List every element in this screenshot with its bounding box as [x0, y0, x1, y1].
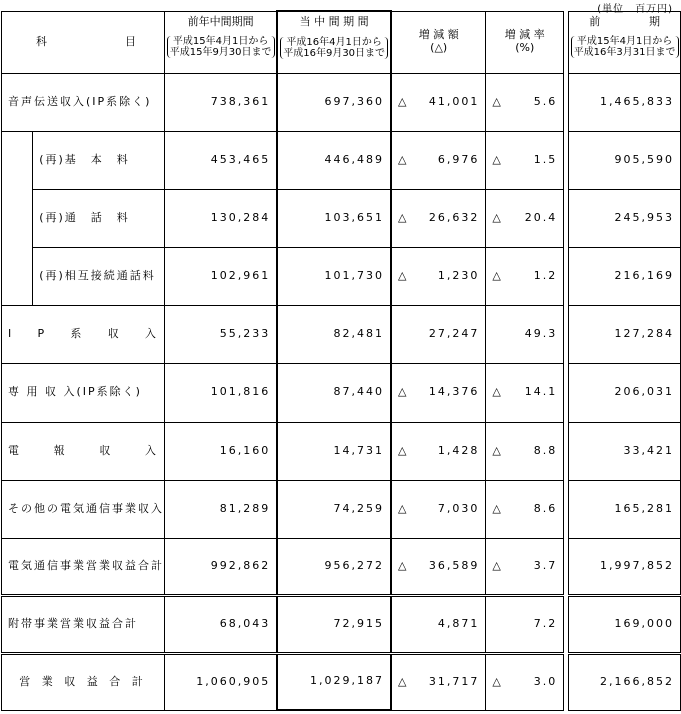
prev-year-value: 127,284	[569, 305, 681, 363]
rate-amount: 8.8	[533, 443, 558, 457]
curr-interim-value: 101,730	[277, 247, 391, 305]
prev-year-value: 245,953	[569, 189, 681, 247]
change-sign: △	[398, 210, 409, 224]
prev-interim-value: 55,233	[165, 305, 278, 363]
rate-value	[486, 305, 564, 363]
change-amount: 1,230	[437, 268, 480, 282]
rate-value	[486, 653, 564, 710]
table-row	[2, 305, 681, 363]
prev-year-value: 33,421	[569, 422, 681, 480]
row-label: 営 業 収 益 合 計	[2, 653, 165, 710]
table-row	[2, 595, 681, 653]
change-amount: 6,976	[437, 152, 480, 166]
prev-year-value: 905,590	[569, 131, 681, 189]
rate-sign: △	[492, 94, 503, 108]
prev-interim-period-end: 平成15年9月30日まで	[169, 47, 272, 59]
prev-interim-title: 前年中間期間	[187, 14, 254, 28]
change-value	[391, 480, 486, 538]
rate-amount: 3.0	[533, 674, 558, 688]
change-amount: 26,632	[428, 210, 480, 224]
change-value	[391, 653, 486, 710]
indent-cell	[2, 189, 33, 247]
prev-year-value: 169,000	[569, 595, 681, 653]
rate-amount: 3.7	[533, 558, 558, 572]
rate-value	[486, 480, 564, 538]
prev-interim-period	[167, 36, 275, 58]
rate-amount: 1.2	[533, 268, 558, 282]
row-label-part: 収	[99, 443, 113, 457]
prev-interim-value: 738,361	[165, 73, 278, 131]
subject-header	[2, 11, 165, 73]
change-amount: 31,717	[428, 674, 480, 688]
row-label-part: 入	[144, 443, 158, 457]
curr-interim-title: 当 中 間 期 間	[299, 15, 369, 28]
rate-value	[486, 189, 564, 247]
prev-interim-header	[165, 11, 278, 73]
row-label	[2, 422, 165, 480]
row-label: (再)相互接続通話料	[33, 247, 165, 305]
change-value	[391, 363, 486, 422]
change-value	[391, 305, 486, 363]
prev-year-header	[569, 11, 681, 73]
prev-year-value: 206,031	[569, 363, 681, 422]
rate-value	[486, 422, 564, 480]
prev-year-period-start: 平成15年4月1日から	[576, 36, 673, 48]
rate-amount: 1.5	[533, 152, 558, 166]
change-amount: 14,376	[428, 385, 480, 399]
curr-interim-period-end: 平成16年9月30日まで	[283, 47, 386, 59]
prev-year-period-end: 平成16年3月31日まで	[573, 47, 676, 59]
curr-interim-header	[277, 11, 391, 73]
curr-interim-value: 1,029,187	[277, 653, 391, 710]
row-label-part: I	[8, 326, 14, 340]
table-row	[2, 131, 681, 189]
change-header-title: 増 減 額	[418, 28, 459, 42]
unit-note: (単位 百万円)	[597, 4, 673, 15]
row-label-part: P	[37, 326, 47, 340]
table-row	[2, 73, 681, 131]
table-row	[2, 189, 681, 247]
change-sign: △	[398, 558, 409, 572]
rate-value	[486, 247, 564, 305]
curr-interim-period-start: 平成16年4月1日から	[286, 36, 382, 48]
table-row	[2, 538, 681, 595]
row-label: (再)基 本 料	[33, 131, 165, 189]
change-amount: 7,030	[437, 501, 480, 515]
prev-year-value: 216,169	[569, 247, 681, 305]
curr-interim-value: 72,915	[277, 595, 391, 653]
rate-sign: △	[492, 210, 503, 224]
prev-year-value: 2,166,852	[569, 653, 681, 710]
prev-interim-value: 130,284	[165, 189, 278, 247]
prev-interim-value: 1,060,905	[165, 653, 278, 710]
table-row	[2, 247, 681, 305]
rate-amount: 49.3	[524, 326, 558, 340]
rate-value	[486, 363, 564, 422]
curr-interim-value: 14,731	[277, 422, 391, 480]
row-label-part: 入	[144, 326, 158, 340]
header-row	[2, 11, 681, 73]
prev-interim-value: 992,862	[165, 538, 278, 595]
prev-year-title-right: 期	[649, 14, 660, 28]
row-label-part: 電	[8, 443, 21, 457]
change-value	[391, 247, 486, 305]
rate-header-title: 増 減 率	[504, 28, 545, 42]
curr-interim-value: 103,651	[277, 189, 391, 247]
rate-sign: △	[492, 558, 503, 572]
prev-year-title-left: 前	[589, 14, 601, 28]
prev-interim-value: 102,961	[165, 247, 278, 305]
change-value	[391, 595, 486, 653]
change-value	[391, 538, 486, 595]
rate-value	[486, 595, 564, 653]
change-header	[391, 11, 486, 73]
row-label: 音声伝送収入(IP系除く)	[2, 73, 165, 131]
row-label: 電気通信事業営業収益合計	[2, 538, 165, 595]
prev-interim-value: 101,816	[165, 363, 278, 422]
prev-interim-value: 16,160	[165, 422, 278, 480]
change-value	[391, 189, 486, 247]
rate-sign: △	[492, 674, 503, 688]
rate-value	[486, 538, 564, 595]
rate-amount: 5.6	[533, 94, 558, 108]
curr-interim-value: 446,489	[277, 131, 391, 189]
revenue-table	[1, 10, 681, 711]
change-amount: 1,428	[437, 443, 480, 457]
subject-header-right: 目	[125, 34, 136, 48]
row-label: (再)通 話 料	[33, 189, 165, 247]
row-label-part: 報	[53, 443, 67, 457]
change-sign: △	[398, 443, 409, 457]
indent-cell	[2, 131, 33, 189]
change-amount: 41,001	[428, 94, 480, 108]
change-sign: △	[398, 268, 409, 282]
change-value	[391, 422, 486, 480]
prev-interim-value: 81,289	[165, 480, 278, 538]
rate-header-sub: (%)	[515, 41, 535, 54]
curr-interim-value: 82,481	[277, 305, 391, 363]
rate-sign: △	[492, 443, 503, 457]
change-amount: 36,589	[428, 558, 480, 572]
rate-header	[486, 11, 564, 73]
row-label	[2, 305, 165, 363]
change-sign: △	[398, 674, 409, 688]
rate-sign: △	[492, 152, 503, 166]
prev-year-value: 165,281	[569, 480, 681, 538]
row-label-part: 系	[70, 326, 84, 340]
row-label-part: 収	[107, 326, 121, 340]
change-amount: 4,871	[437, 616, 480, 630]
table-row	[2, 422, 681, 480]
rate-amount: 14.1	[524, 385, 558, 399]
rate-value	[486, 131, 564, 189]
rate-amount: 8.6	[533, 501, 558, 515]
rate-sign: △	[492, 501, 503, 515]
row-label: 附帯事業営業収益合計	[2, 595, 165, 653]
change-amount: 27,247	[428, 326, 480, 340]
table-row	[2, 363, 681, 422]
prev-interim-value: 453,465	[165, 131, 278, 189]
rate-sign: △	[492, 385, 503, 399]
change-value	[391, 73, 486, 131]
change-header-sub: (△)	[430, 41, 448, 54]
indent-cell	[2, 247, 33, 305]
change-sign: △	[398, 94, 409, 108]
curr-interim-value: 697,360	[277, 73, 391, 131]
change-value	[391, 131, 486, 189]
rate-amount: 20.4	[524, 210, 558, 224]
row-label: その他の電気通信事業収入	[2, 480, 165, 538]
change-sign: △	[398, 501, 409, 515]
change-sign: △	[398, 152, 409, 166]
curr-interim-period	[280, 37, 388, 59]
prev-year-value: 1,997,852	[569, 538, 681, 595]
curr-interim-value: 87,440	[277, 363, 391, 422]
curr-interim-value: 74,259	[277, 480, 391, 538]
rate-sign: △	[492, 268, 503, 282]
change-sign: △	[398, 385, 409, 399]
subject-header-left: 科	[36, 34, 47, 48]
rate-amount: 7.2	[533, 616, 558, 630]
prev-year-period	[571, 36, 679, 58]
table-row	[2, 480, 681, 538]
row-label: 専 用 収 入(IP系除く)	[2, 363, 165, 422]
table-row	[2, 653, 681, 710]
prev-interim-period-start: 平成15年4月1日から	[172, 36, 269, 48]
rate-value	[486, 73, 564, 131]
prev-year-value: 1,465,833	[569, 73, 681, 131]
curr-interim-value: 956,272	[277, 538, 391, 595]
prev-interim-value: 68,043	[165, 595, 278, 653]
